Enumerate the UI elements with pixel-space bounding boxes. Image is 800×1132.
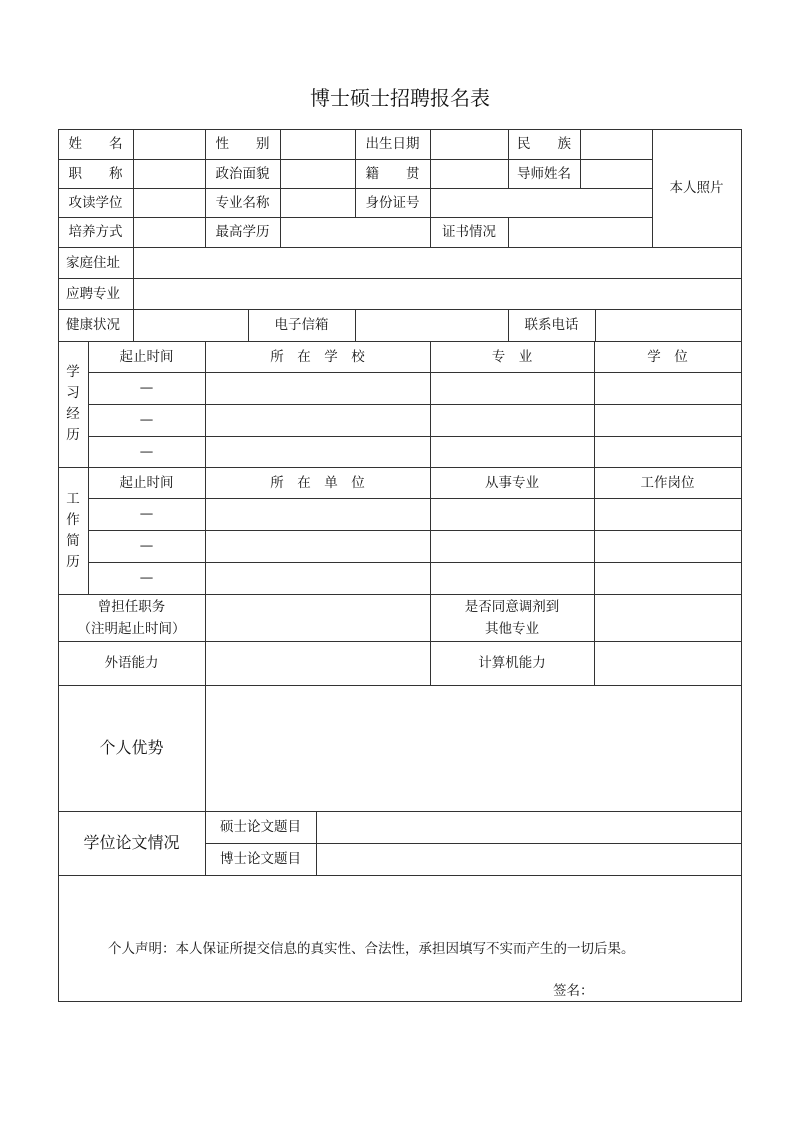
work-header-field: 从事专业 (485, 474, 539, 491)
applied-major-label: 应聘专业 (66, 285, 120, 302)
home-address-field[interactable] (134, 248, 741, 278)
doctor-thesis-label: 博士论文题目 (220, 851, 301, 867)
personal-advantages-field[interactable] (206, 686, 741, 811)
personal-advantages-label: 个人优势 (99, 738, 164, 757)
birth-date-field[interactable] (431, 130, 508, 159)
border-line (741, 129, 742, 1002)
study-period-dash[interactable]: — (139, 380, 154, 396)
work-label-char: 作 (66, 511, 80, 528)
title-rank-label: 职 称 (68, 165, 123, 182)
email-field[interactable] (356, 310, 508, 341)
work-header-period: 起止时间 (119, 474, 174, 491)
work-label-char: 历 (66, 553, 80, 570)
id-number-field[interactable] (431, 189, 652, 217)
study-header-degree: 学 位 (647, 348, 688, 365)
ethnicity-field[interactable] (581, 130, 652, 159)
home-address-label: 家庭住址 (66, 254, 120, 271)
work-header-employer: 所 在 单 位 (270, 474, 365, 491)
major-name-label: 专业名称 (215, 194, 270, 211)
study-header-major: 专 业 (491, 348, 533, 365)
degree-pursued-field[interactable] (134, 189, 205, 217)
work-header-position: 工作岗位 (640, 474, 695, 491)
master-thesis-field[interactable] (317, 812, 741, 843)
border-line (58, 875, 742, 876)
foreign-language-field[interactable] (206, 642, 430, 685)
work-history-label (58, 467, 88, 594)
phone-field[interactable] (596, 310, 741, 341)
photo-placeholder[interactable]: 本人照片 (669, 180, 724, 196)
border-line (58, 1001, 742, 1002)
study-history-label (58, 341, 88, 467)
applied-major-field[interactable] (134, 279, 741, 309)
study-label-char: 习 (66, 385, 80, 401)
form-title: 博士硕士招聘报名表 (310, 86, 490, 110)
computer-skills-label: 计算机能力 (478, 655, 546, 671)
computer-skills-field[interactable] (595, 642, 741, 685)
positions-held-label (58, 594, 205, 641)
certificate-field[interactable] (509, 218, 652, 247)
signature-field[interactable] (600, 978, 730, 1000)
training-mode-field[interactable] (134, 218, 205, 247)
foreign-language-label: 外语能力 (104, 655, 159, 671)
health-field[interactable] (134, 310, 248, 341)
doctor-thesis-field[interactable] (317, 844, 741, 875)
signature-label: 签名： (553, 983, 594, 999)
work-label-char: 工 (66, 490, 80, 507)
master-thesis-label: 硕士论文题目 (220, 819, 301, 835)
health-label: 健康状况 (66, 317, 120, 333)
political-status-label: 政治面貌 (215, 165, 270, 182)
positions-line2: （注明起止时间） (77, 620, 186, 637)
study-label-char: 经 (66, 406, 80, 422)
email-label: 电子信箱 (274, 317, 329, 333)
phone-label: 联系电话 (524, 317, 579, 333)
certificate-label: 证书情况 (442, 224, 496, 240)
study-header-school: 所 在 学 校 (270, 348, 365, 365)
study-label-char: 历 (66, 427, 80, 443)
highest-education-label: 最高学历 (215, 224, 270, 240)
adjust-line2: 其他专业 (485, 620, 539, 637)
native-place-label: 籍 贯 (365, 165, 420, 182)
work-label-char: 简 (66, 532, 80, 549)
personal-declaration: 个人声明：本人保证所提交信息的真实性、合法性，承担因填写不实而产生的一切后果。 (108, 941, 635, 957)
study-period-dash[interactable]: — (139, 443, 154, 460)
title-rank-field[interactable] (134, 160, 205, 188)
political-status-field[interactable] (281, 160, 355, 188)
gender-field[interactable] (281, 130, 355, 159)
study-label-char: 学 (66, 364, 80, 380)
advisor-name-label: 导师姓名 (517, 165, 571, 182)
name-label: 姓 名 (68, 136, 123, 152)
ethnicity-label: 民 族 (517, 136, 571, 152)
study-period-dash[interactable]: — (139, 412, 154, 428)
native-place-field[interactable] (431, 160, 508, 188)
adjust-line1: 是否同意调剂到 (464, 598, 560, 615)
study-header-period: 起止时间 (119, 348, 174, 365)
work-period-dash[interactable]: — (139, 538, 154, 554)
adjustment-label (430, 594, 594, 641)
advisor-name-field[interactable] (581, 160, 652, 188)
gender-label: 性 别 (215, 136, 270, 152)
training-mode-label: 培养方式 (68, 224, 123, 240)
positions-held-field[interactable] (206, 595, 430, 641)
birth-date-label: 出生日期 (365, 136, 420, 152)
thesis-label: 学位论文情况 (83, 833, 180, 852)
major-name-field[interactable] (281, 189, 355, 217)
adjustment-field[interactable] (595, 595, 741, 641)
work-period-dash[interactable]: — (139, 506, 154, 522)
degree-pursued-label: 攻读学位 (68, 194, 123, 211)
highest-education-field[interactable] (281, 218, 430, 247)
work-period-dash[interactable]: — (139, 570, 154, 586)
positions-line1: 曾担任职务 (97, 598, 166, 615)
name-field[interactable] (134, 130, 205, 159)
id-number-label: 身份证号 (365, 194, 420, 211)
